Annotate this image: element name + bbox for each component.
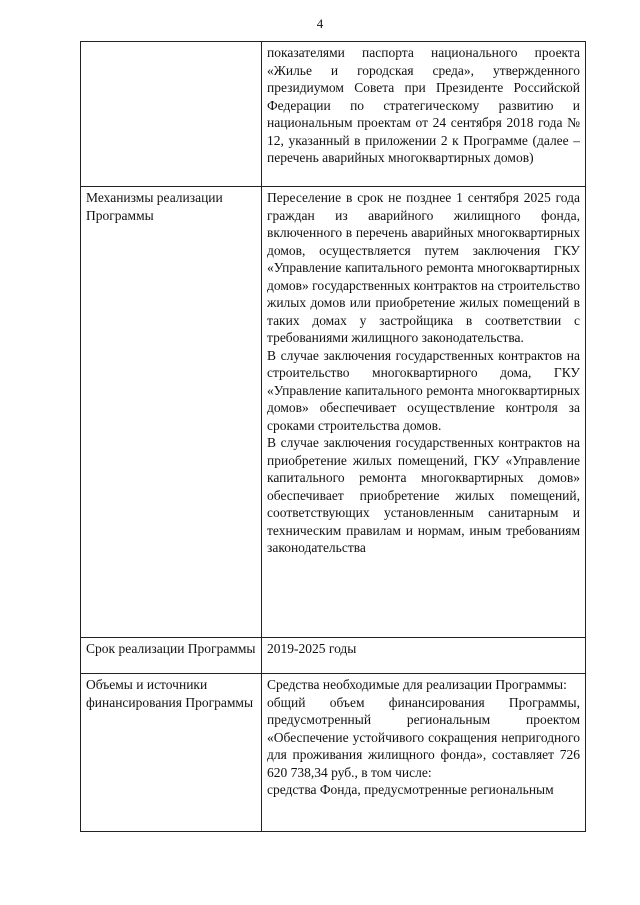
table-row (81, 187, 586, 638)
row-label: Срок реализации Программы (81, 638, 262, 674)
value-paragraph: Средства необходимые для реализации Программы: (267, 677, 567, 692)
value-paragraph: В случае заключения государственных контрактов на строительство многоквартирного дома, ГКУ «Управление капитального ремонта многоквартирных домов» обеспечивает осуществление контроля за сроками строительства домов. (267, 347, 580, 433)
value-paragraph: средства Фонда, предусмотренные региональным (267, 782, 554, 797)
value-paragraph: Переселение в срок не позднее 1 сентября 2025 года граждан из аварийного жилищного фонда, включенного в перечень аварийных многоквартирных домов, осуществляется путем заключения ГКУ «Управление капитального ремонта многоквартирных домов» государственных контрактов на строительство жилых домов или приобретение жилых помещений в таких домах у застройщика в соответствии с требованиями жилищного законодательства. (267, 190, 580, 345)
table-row (81, 638, 586, 674)
row-value (262, 674, 586, 832)
page-number: 4 (316, 16, 324, 31)
table-row (81, 42, 586, 187)
row-value (262, 638, 586, 674)
program-passport-table (80, 41, 586, 832)
row-label: Механизмы реализации Программы (81, 187, 262, 638)
value-paragraph: показателями паспорта национального проекта «Жилье и городская среда», утвержденного президиумом Совета при Президенте Российской Федерации по стратегическому развитию и национальным проектам от 24 сентября 2018 года № 12, указанный в приложении 2 к Программе (далее – перечень аварийных многоквартирных домов) (267, 45, 580, 165)
value-paragraph: общий объем финансирования Программы, предусмотренный региональным проектом «Обеспечение устойчивого сокращения непригодного для проживания жилищного фонда», составляет 726 620 738,34 руб., в том числе: (267, 694, 580, 780)
value-paragraph: 2019-2025 годы (267, 641, 357, 656)
row-label (81, 42, 262, 187)
value-paragraph: В случае заключения государственных контрактов на приобретение жилых помещений, ГКУ «Управление капитального ремонта многоквартирных домов» обеспечивает приобретение жилых помещений, соответствующих установленным санитарным и техническим правилам и нормам, иным требованиям законодательства (267, 435, 580, 555)
table-row (81, 674, 586, 832)
row-value (262, 42, 586, 187)
row-value (262, 187, 586, 638)
row-label: Объемы и источники финансирования Программы (81, 674, 262, 832)
